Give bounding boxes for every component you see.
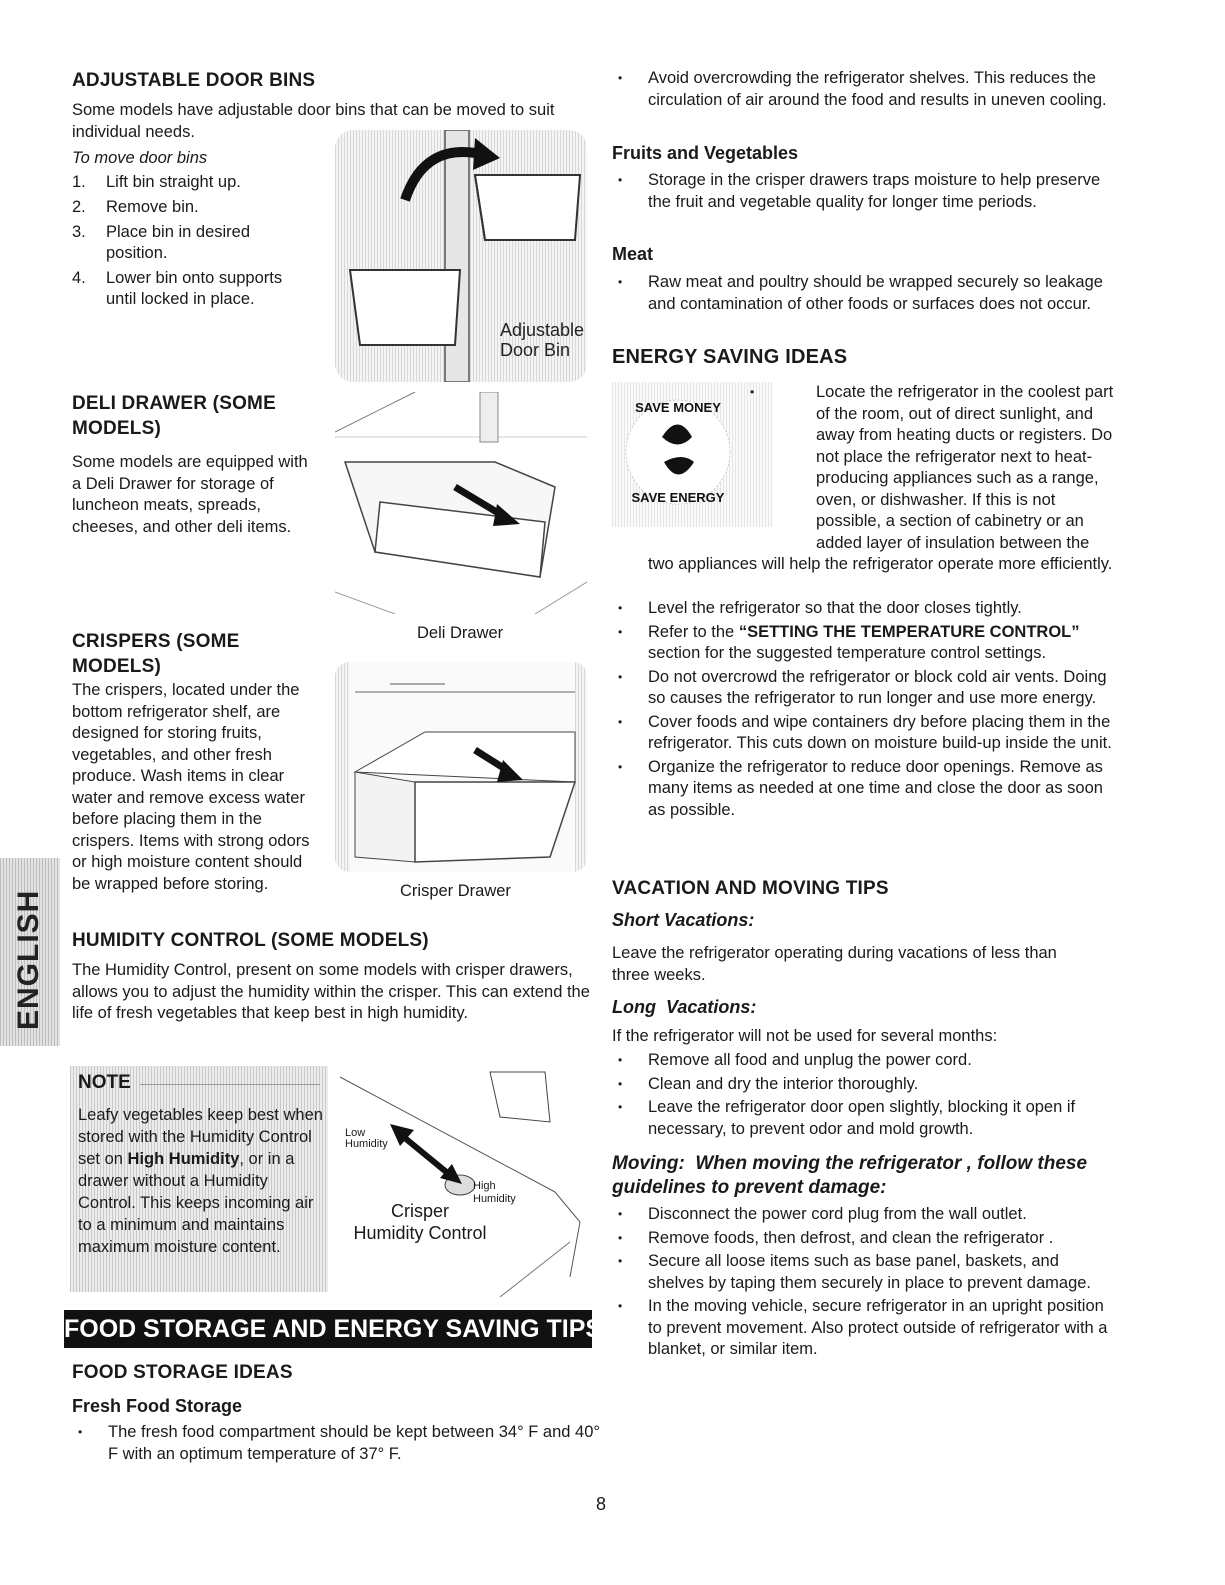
humidity-control-caption: Crisper Humidity Control [353, 1201, 487, 1243]
move-door-bins-steps [72, 172, 312, 314]
list-item: • Storage in the crisper drawers traps moisture to help preserve the fruit and vegetable quality for longer time periods. [612, 170, 1112, 213]
moving-list [612, 1204, 1117, 1363]
long-vacations-heading: Long Vacations: [612, 997, 757, 1017]
adjustable-door-bin-label-1: Adjustable [500, 320, 585, 340]
list-item: • Remove foods, then defrost, and clean the refrigerator . [612, 1228, 1117, 1250]
deli-drawer-body: Some models are equipped with a Deli Drawer for storage of luncheon meats, spreads, cheeses, and other deli items. [72, 453, 308, 536]
adjustable-door-bins-intro: Some models have adjustable door bins that can be moved to suit individual needs. [72, 101, 555, 141]
overcrowding-list [612, 68, 1117, 113]
vacation-moving-heading: VACATION AND MOVING TIPS [612, 878, 889, 899]
list-item: • Raw meat and poultry should be wrapped securely so leakage and contamination of other foods or surfaces does not occur. [612, 272, 1117, 315]
deli-drawer-figure [335, 392, 587, 614]
list-item: • The fresh food compartment should be kept between 34° F and 40° F with an optimum temperature of 37° F. [72, 1422, 602, 1465]
crispers-heading: CRISPERS (SOME [72, 631, 240, 652]
list-item: • Refer to the “SETTING THE TEMPERATURE CONTROL” section for the suggested temperature control settings. [612, 622, 1122, 665]
fresh-food-storage-list [72, 1422, 602, 1467]
list-item: • Organize the refrigerator to reduce door openings. Remove as many items as needed at one time and close the door as soon as possible. [612, 757, 1122, 822]
logo-bottom-text: SAVE ENERGY [631, 490, 725, 505]
moving-heading: Moving: When moving the refrigerator , follow these guidelines to prevent damage: [612, 1153, 1093, 1198]
list-item: • Level the refrigerator so that the door closes tightly. [612, 598, 1122, 620]
adjustable-door-bin-figure [335, 130, 587, 382]
note-rule [140, 1084, 320, 1085]
energy-first-bullet-text: Locate the refrigerator in the coolest part of the room, out of direct sunlight, and away from heating ducts or registers. Do not place the refrigerator next to heat-producing appliances such as a range, oven, or dishwasher. If this is not possible, a section of cabinetry or an added layer of insulation between the two appliances will help the refrigerator operate more efficiently. [648, 383, 1114, 573]
step-item: 2. Remove bin. [72, 198, 199, 216]
humidity-low-label: Low Humidity [345, 1127, 388, 1150]
humidity-control-body: The Humidity Control, present on some models with crisper drawers, allows you to adjust the humidity within the crisper. This can extend the life of fresh vegetables that keep best in high humidity. [72, 961, 590, 1022]
page-number: 8 [596, 1494, 607, 1514]
list-item: • Remove all food and unplug the power cord. [612, 1050, 1122, 1072]
step-item: 3. Place bin in desired position. [72, 223, 251, 262]
deli-drawer-heading: DELI DRAWER (SOME [72, 393, 276, 414]
fresh-food-storage-heading: Fresh Food Storage [72, 1396, 243, 1416]
humidity-control-illustration [340, 1062, 590, 1297]
crisper-drawer-caption: Crisper Drawer [400, 882, 511, 900]
deli-drawer-heading-2: MODELS) [72, 418, 162, 439]
list-item: • Avoid overcrowding the refrigerator shelves. This reduces the circulation of air around the food and results in uneven cooling. [612, 68, 1117, 111]
list-item: • Clean and dry the interior thoroughly. [612, 1074, 1122, 1096]
meat-heading: Meat [612, 244, 654, 264]
energy-saving-heading: ENERGY SAVING IDEAS [612, 346, 848, 368]
deli-drawer-illustration [335, 392, 587, 614]
deli-drawer-caption: Deli Drawer [417, 624, 504, 642]
list-item: • In the moving vehicle, secure refrigerator in an upright position to prevent movement. Also protect outside of refrigerator with a blanket, or similar item. [612, 1296, 1117, 1361]
list-item: • Leave the refrigerator door open slightly, blocking it open if necessary, to prevent odor and mold growth. [612, 1097, 1122, 1140]
move-door-bins-subheading: To move door bins [72, 149, 208, 167]
language-side-tab-label: ENGLISH [12, 889, 45, 1030]
long-vacations-list [612, 1050, 1122, 1142]
section-banner: FOOD STORAGE AND ENERGY SAVING TIPS [64, 1310, 592, 1348]
note-box [70, 1066, 328, 1292]
energy-saving-list [612, 598, 1122, 823]
short-vacations-heading: Short Vacations: [612, 910, 755, 930]
list-item: • Disconnect the power cord plug from the wall outlet. [612, 1204, 1117, 1226]
crisper-drawer-illustration [335, 662, 587, 872]
list-item: • Secure all loose items such as base panel, baskets, and shelves by taping them securely in place to prevent damage. [612, 1251, 1117, 1294]
meat-list [612, 272, 1117, 317]
humidity-control-figure [340, 1062, 590, 1297]
list-item: • Do not overcrowd the refrigerator or block cold air vents. Doing so causes the refrigerator to run longer and use more energy. [612, 667, 1122, 710]
note-text: Leafy vegetables keep best when stored with the Humidity Control set on High Humidity, or in a drawer without a Humidity Control. This keeps incoming air to a minimum and maintains maximum moisture content. [78, 1106, 323, 1256]
note-title: NOTE [78, 1072, 131, 1093]
step-item: 1. Lift bin straight up. [72, 173, 241, 191]
step-item: 4. Lower bin onto supports until locked in place. [72, 269, 283, 308]
food-storage-ideas-heading: FOOD STORAGE IDEAS [72, 1362, 293, 1383]
short-vacations-body: Leave the refrigerator operating during vacations of less than three weeks. [612, 944, 1057, 984]
adjustable-door-bin-label-2: Door Bin [500, 340, 571, 360]
crisper-drawer-figure [335, 662, 587, 872]
list-item: • Cover foods and wipe containers dry before placing them in the refrigerator. This cuts down on moisture build-up inside the unit. [612, 712, 1122, 755]
long-vacations-body: If the refrigerator will not be used for several months: [612, 1027, 998, 1045]
adjustable-door-bins-heading: ADJUSTABLE DOOR BINS [72, 70, 316, 91]
crispers-body: The crispers, located under the bottom refrigerator shelf, are designed for storing fruits, vegetables, and other fresh produce. Wash items in clear water and remove excess water before placing them in the crispers. Items with strong odors or high moisture content should be wrapped before storing. [72, 681, 310, 893]
fruits-vegetables-heading: Fruits and Vegetables [612, 143, 799, 163]
fruits-vegetables-list [612, 170, 1112, 215]
humidity-high-label: High Humidity [473, 1180, 516, 1205]
crispers-heading-2: MODELS) [72, 656, 162, 677]
humidity-control-heading: HUMIDITY CONTROL (SOME MODELS) [72, 930, 429, 951]
logo-top-text: SAVE MONEY [635, 400, 721, 415]
